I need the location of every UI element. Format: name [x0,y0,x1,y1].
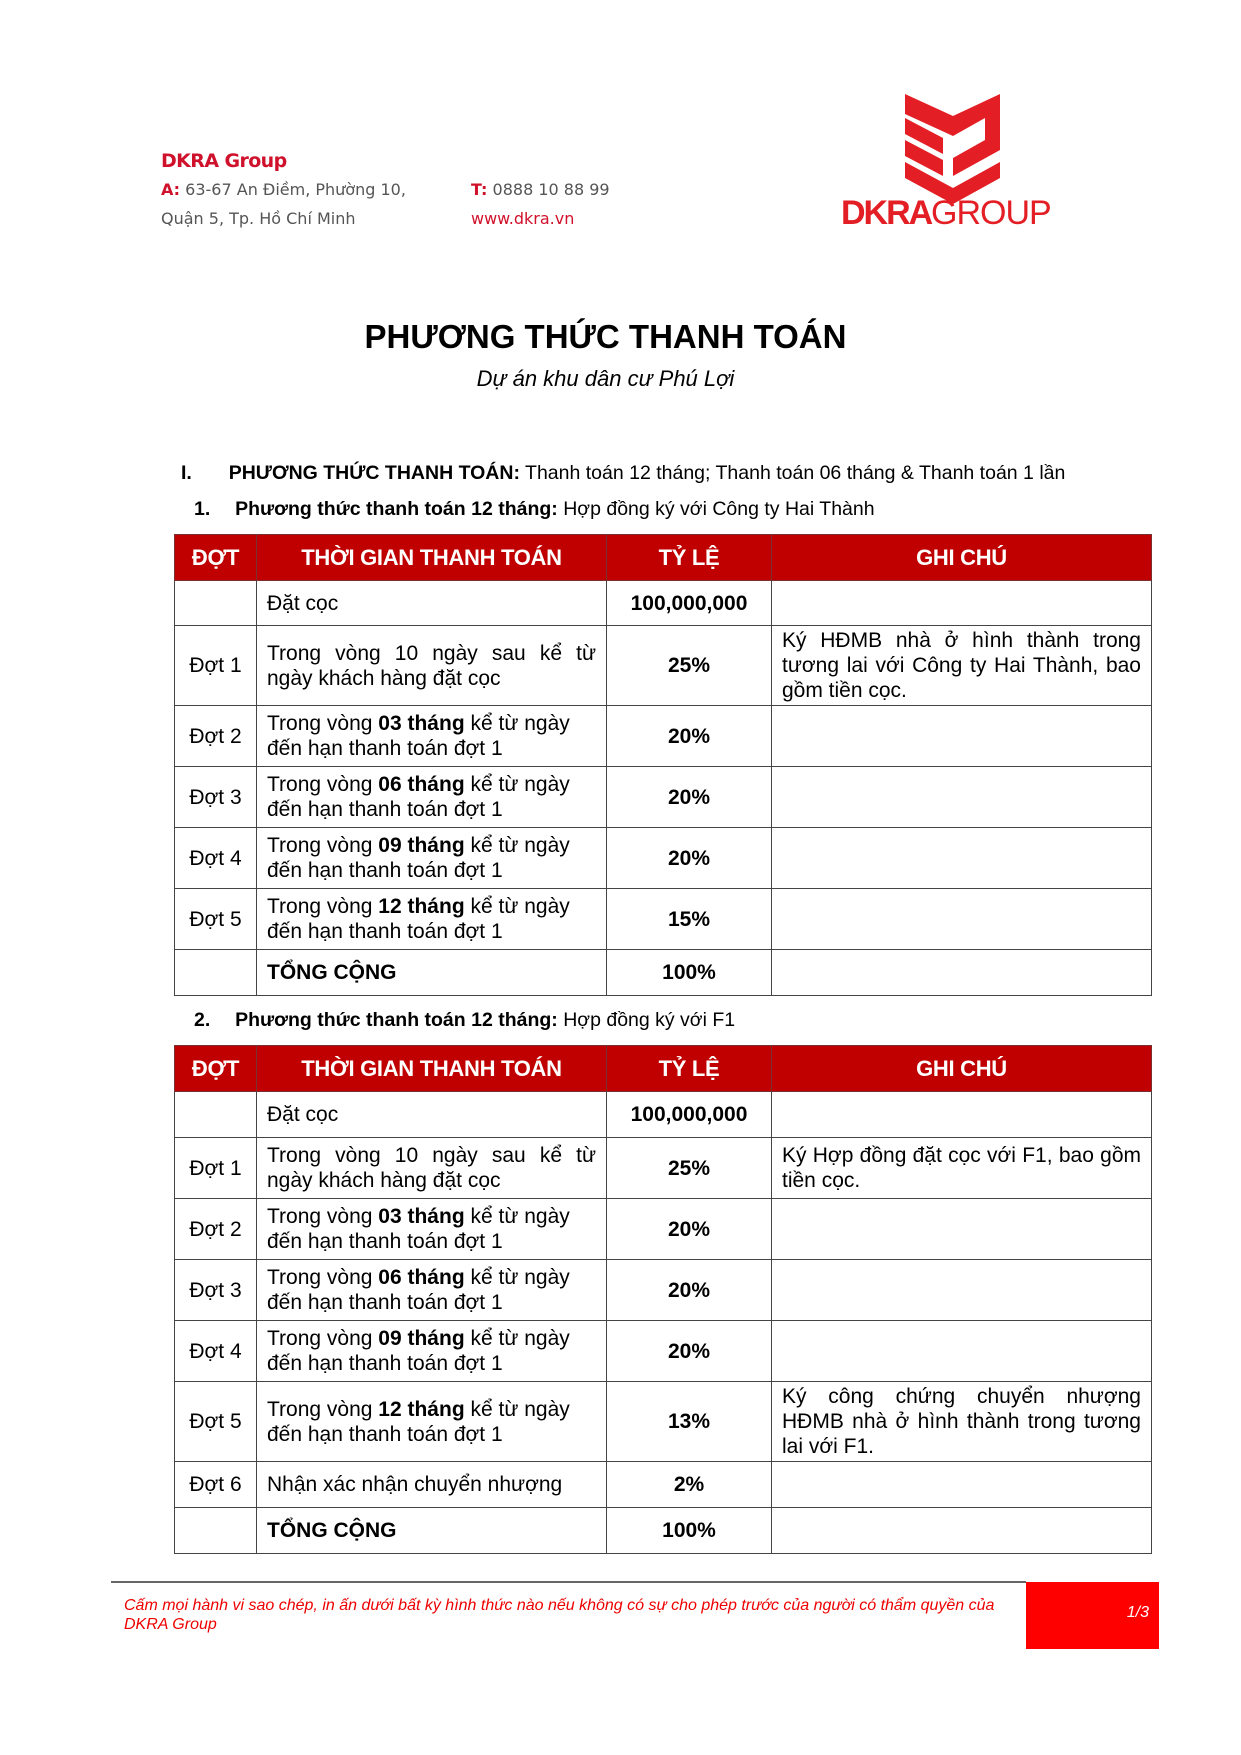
cell-dot: Đợt 5 [175,1382,257,1462]
table-row [175,828,1152,889]
cell-time: Trong vòng 09 tháng kể từ ngày đến hạn thanh toán đợt 1 [257,828,607,889]
col-header-note: GHI CHÚ [772,535,1152,581]
cell-note [772,889,1152,950]
cell-note: Ký HĐMB nhà ở hình thành trong tương lai với Công ty Hai Thành, bao gồm tiền cọc. [772,626,1152,706]
col-header-ratio: TỶ LỆ [607,535,772,581]
subsection-2-number: 2. [194,1009,211,1031]
cell-ratio: 25% [607,1138,772,1199]
cell-ratio: 20% [607,1321,772,1382]
subsection-1-number: 1. [194,498,211,520]
cell-note [772,581,1152,626]
company-name: DKRA Group [161,150,287,172]
section-heading-text: Thanh toán 12 tháng; Thanh toán 06 tháng & Thanh toán 1 lần [519,462,1066,484]
payment-table-2 [174,1045,1152,1554]
table-row [175,1260,1152,1321]
table-total-row [175,950,1152,996]
cell-time: Trong vòng 10 ngày sau kể từ ngày khách hàng đặt cọc [257,1138,607,1199]
cell-ratio: 100,000,000 [607,1092,772,1138]
phone-number: 0888 10 88 99 [492,180,610,199]
col-header-ratio: TỶ LỆ [607,1046,772,1092]
footer-divider [111,1581,1026,1583]
table-row [175,581,1152,626]
subsection-1-text: Hợp đồng ký với Công ty Hai Thành [557,498,875,520]
cell-note [772,767,1152,828]
cell-dot [175,581,257,626]
footer-disclaimer: Cấm mọi hành vi sao chép, in ấn dưới bất kỳ hình thức nào nếu không có sự cho phép trước của người có thẩm quyền của DKRA Group [124,1597,995,1633]
cell-note [772,1199,1152,1260]
page-title: PHƯƠNG THỨC THANH TOÁN [364,318,847,355]
cell-ratio: 20% [607,767,772,828]
cell-dot: Đợt 3 [175,767,257,828]
cell-note [772,1508,1152,1554]
table-row [175,1462,1152,1508]
cell-ratio: 20% [607,1260,772,1321]
cell-time: Nhận xác nhận chuyển nhượng [257,1462,607,1508]
table-row [175,1199,1152,1260]
cell-ratio: 100,000,000 [607,581,772,626]
cell-note [772,828,1152,889]
table-row [175,1138,1152,1199]
cell-dot: Đợt 4 [175,1321,257,1382]
cell-dot: Đợt 2 [175,706,257,767]
cell-dot: Đợt 1 [175,1138,257,1199]
cell-time: Trong vòng 06 tháng kể từ ngày đến hạn thanh toán đợt 1 [257,1260,607,1321]
dkra-logo-icon [835,88,1065,238]
cell-ratio: 25% [607,626,772,706]
col-header-time: THỜI GIAN THANH TOÁN [257,1046,607,1092]
table-row [175,889,1152,950]
cell-ratio: 20% [607,1199,772,1260]
table-row [175,1321,1152,1382]
subsection-1-label: Phương thức thanh toán 12 tháng: [235,498,558,520]
subsection-2-heading [194,1009,735,1032]
address-text-1: 63-67 An Điềm, Phường 10, [185,180,406,199]
cell-time: Đặt cọc [257,1092,607,1138]
cell-dot [175,1092,257,1138]
cell-ratio: 2% [607,1462,772,1508]
table-total-row [175,1508,1152,1554]
section-heading-label: PHƯƠNG THỨC THANH TOÁN: [228,462,520,484]
cell-ratio: 20% [607,828,772,889]
company-address-line2: Quận 5, Tp. Hồ Chí Minh [161,209,356,228]
cell-dot [175,950,257,996]
page-number: 1/3 [1126,1604,1149,1621]
page-subtitle: Dự án khu dân cư Phú Lợi [476,366,735,391]
cell-note [772,706,1152,767]
cell-note [772,1092,1152,1138]
table-header-row [175,1046,1152,1092]
svg-text:DKRA: DKRA [841,194,932,232]
cell-note [772,1260,1152,1321]
cell-dot: Đợt 2 [175,1199,257,1260]
cell-note: Ký Hợp đồng đặt cọc với F1, bao gồm tiền cọc. [772,1138,1152,1199]
subsection-2-label: Phương thức thanh toán 12 tháng: [235,1009,558,1031]
phone-label: T: [471,180,488,199]
cell-note [772,1321,1152,1382]
cell-dot: Đợt 4 [175,828,257,889]
subsection-2-text: Hợp đồng ký với F1 [557,1009,736,1031]
cell-total-label: TỔNG CỘNG [257,950,607,996]
company-address-line1 [161,180,406,199]
col-header-dot: ĐỢT [175,535,257,581]
cell-dot [175,1508,257,1554]
section-heading [181,462,1065,485]
cell-time: Trong vòng 03 tháng kể từ ngày đến hạn thanh toán đợt 1 [257,706,607,767]
website-link[interactable]: www.dkra.vn [471,209,575,228]
table-row [175,626,1152,706]
cell-time: Trong vòng 10 ngày sau kể từ ngày khách hàng đặt cọc [257,626,607,706]
dkra-group-logo [835,88,1065,238]
company-phone [471,180,610,199]
cell-time: Trong vòng 06 tháng kể từ ngày đến hạn thanh toán đợt 1 [257,767,607,828]
cell-dot: Đợt 1 [175,626,257,706]
table-row [175,706,1152,767]
col-header-time: THỜI GIAN THANH TOÁN [257,535,607,581]
table-header-row [175,535,1152,581]
cell-time: Trong vòng 12 tháng kể từ ngày đến hạn thanh toán đợt 1 [257,1382,607,1462]
svg-text:GROUP: GROUP [931,194,1051,232]
col-header-note: GHI CHÚ [772,1046,1152,1092]
cell-time: Trong vòng 09 tháng kể từ ngày đến hạn thanh toán đợt 1 [257,1321,607,1382]
cell-ratio: 15% [607,889,772,950]
cell-ratio: 20% [607,706,772,767]
cell-total-ratio: 100% [607,1508,772,1554]
cell-dot: Đợt 6 [175,1462,257,1508]
col-header-dot: ĐỢT [175,1046,257,1092]
cell-time: Đặt cọc [257,581,607,626]
cell-total-label: TỔNG CỘNG [257,1508,607,1554]
table-row [175,1382,1152,1462]
cell-time: Trong vòng 03 tháng kể từ ngày đến hạn thanh toán đợt 1 [257,1199,607,1260]
cell-dot: Đợt 5 [175,889,257,950]
cell-time: Trong vòng 12 tháng kể từ ngày đến hạn thanh toán đợt 1 [257,889,607,950]
table-row [175,767,1152,828]
cell-total-ratio: 100% [607,950,772,996]
subsection-1-heading [194,498,875,521]
payment-table-1 [174,534,1152,996]
cell-note: Ký công chứng chuyển nhượng HĐMB nhà ở hình thành trong tương lai với F1. [772,1382,1152,1462]
cell-dot: Đợt 3 [175,1260,257,1321]
address-label: A: [161,180,181,199]
cell-ratio: 13% [607,1382,772,1462]
company-website[interactable] [471,209,574,228]
cell-note [772,1462,1152,1508]
section-number: I. [181,462,192,484]
table-row [175,1092,1152,1138]
cell-note [772,950,1152,996]
